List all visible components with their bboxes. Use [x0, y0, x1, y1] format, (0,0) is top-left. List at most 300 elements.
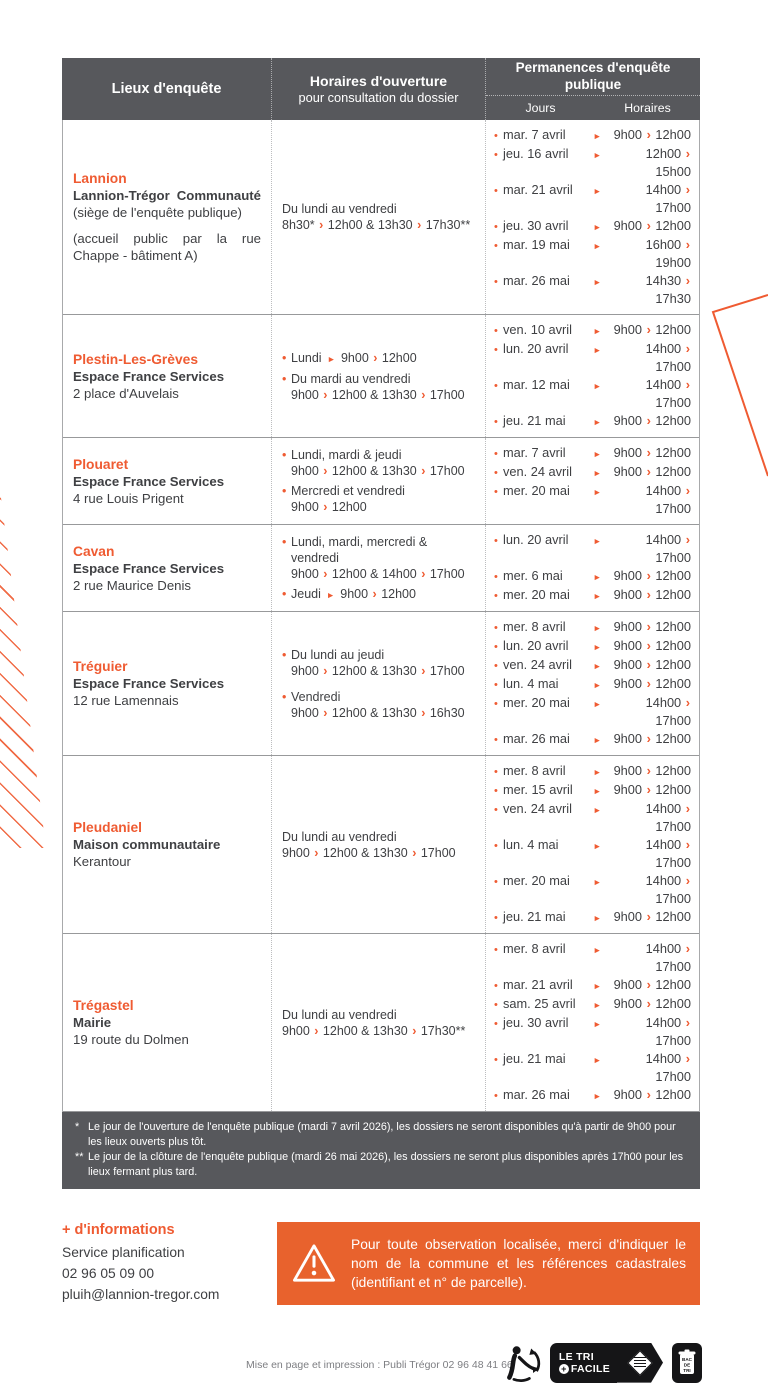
arrow-right-icon: ►	[593, 326, 602, 336]
arrow-right-icon: ►	[593, 877, 602, 887]
permanence-time: 9h00 › 12h00	[613, 909, 691, 924]
opening-hours-cell	[272, 438, 486, 524]
bullet-icon: •	[494, 679, 498, 691]
bullet-icon: •	[494, 912, 498, 924]
hours-lines	[291, 447, 477, 479]
le-tri-facile-text	[550, 1343, 617, 1383]
footnotes-band	[62, 1112, 700, 1189]
location-text: (siège de l'enquête publique)	[73, 205, 242, 220]
bullet-icon: •	[494, 185, 498, 197]
arrow-right-icon: ►	[593, 1019, 602, 1029]
hours-line: Du lundi au vendredi	[282, 829, 397, 844]
permanence-row	[494, 321, 691, 340]
permanence-row	[494, 463, 691, 482]
location-line	[73, 473, 261, 490]
print-credit: Mise en page et impression : Publi Trégor 02 96 48 41 66	[246, 1358, 513, 1371]
permanence-row	[494, 340, 691, 376]
decorative-triangle-right	[708, 288, 768, 488]
opening-hours-cell	[272, 612, 486, 755]
chevron-icon: ›	[323, 464, 328, 478]
permanence-day: jeu. 16 avril	[503, 146, 569, 161]
permanence-time: 9h00 › 12h00	[613, 218, 691, 233]
hours-item	[282, 447, 477, 479]
permanence-day: mer. 8 avril	[503, 619, 566, 634]
chevron-icon: ›	[646, 127, 651, 142]
chevron-icon: ›	[685, 873, 690, 888]
location-name: Trégastel	[73, 998, 134, 1013]
permanence-row	[494, 376, 691, 412]
permanence-day: jeu. 30 avril	[503, 218, 569, 233]
chevron-icon: ›	[412, 845, 417, 860]
hours-lines	[291, 483, 477, 515]
arrow-right-icon: ►	[593, 536, 602, 546]
location-name: Plestin-Les-Grèves	[73, 351, 198, 367]
hours-line: Lundi, mardi, mercredi & vendredi	[291, 534, 428, 565]
permanence-time: 14h00 › 17h00	[645, 483, 691, 516]
permanence-row	[494, 694, 691, 730]
header-jours: Jours	[525, 101, 556, 115]
hours-line: Vendredi	[291, 689, 341, 704]
table-row	[63, 120, 699, 315]
newspaper-icon	[627, 1350, 652, 1375]
chevron-icon: ›	[421, 705, 426, 720]
footnote-1-text: Le jour de l'ouverture de l'enquête publique (mardi 7 avril 2026), les dossiers ne seront disponibles qu'à partir de 9h00 pour les lieux ouverts plus tôt.	[88, 1121, 676, 1148]
location-text: Maison communautaire	[73, 837, 221, 852]
svg-text:TRI: TRI	[683, 1367, 691, 1373]
sorting-bin-icon	[672, 1343, 702, 1383]
chevron-icon: ›	[646, 322, 651, 337]
permanence-time: 9h00 › 12h00	[613, 127, 691, 142]
permanence-time: 9h00 › 12h00	[613, 676, 691, 691]
arrow-right-icon: ►	[593, 623, 602, 633]
bullet-icon: •	[494, 221, 498, 233]
permanences-cell	[486, 612, 699, 755]
bullet-icon: •	[494, 698, 498, 710]
arrow-right-icon: ►	[593, 468, 602, 478]
permanence-row	[494, 444, 691, 463]
sorting-arrow-shape	[617, 1343, 663, 1383]
bullet-icon: •	[494, 641, 498, 653]
hours-lines	[282, 201, 477, 233]
chevron-icon: ›	[685, 1051, 690, 1066]
permanence-time: 9h00 › 12h00	[613, 782, 691, 797]
chevron-icon: ›	[646, 676, 651, 691]
arrow-right-icon: ►	[593, 150, 602, 160]
arrow-right-icon: ►	[593, 591, 602, 601]
arrow-right-icon: ►	[593, 642, 602, 652]
permanence-time: 9h00 › 12h00	[613, 587, 691, 602]
chevron-icon: ›	[421, 566, 426, 581]
permanence-day: lun. 20 avril	[503, 341, 569, 356]
permanence-row	[494, 995, 691, 1014]
table-row	[63, 315, 699, 438]
bullet-icon: •	[282, 534, 287, 549]
bullet-icon: •	[282, 448, 287, 462]
permanence-row	[494, 217, 691, 236]
chevron-icon: ›	[373, 350, 378, 365]
hours-item	[282, 371, 477, 403]
hours-item	[282, 586, 477, 603]
footnote-1	[75, 1120, 687, 1150]
info-service: Service planification	[62, 1244, 185, 1260]
location-line	[73, 1014, 261, 1031]
header-horaires-title: Horaires d'ouverture	[309, 73, 448, 89]
hours-lines	[291, 647, 477, 679]
table-row	[63, 612, 699, 756]
permanence-row	[494, 762, 691, 781]
arrow-right-icon: ►	[593, 186, 602, 196]
permanence-day: mer. 8 avril	[503, 763, 566, 778]
table-row	[63, 525, 699, 612]
permanence-time: 9h00 › 12h00	[613, 619, 691, 634]
bullet-icon: •	[494, 276, 498, 288]
table-body	[62, 120, 700, 1112]
chevron-icon: ›	[685, 146, 690, 161]
permanence-day: lun. 4 mai	[503, 837, 559, 852]
location-line	[73, 368, 261, 385]
hours-item	[282, 647, 477, 679]
hours-item	[282, 689, 477, 721]
permanence-time: 16h00 › 19h00	[645, 237, 691, 270]
opening-hours-cell	[272, 756, 486, 933]
permanence-day: mar. 7 avril	[503, 445, 566, 460]
permanence-row	[494, 940, 691, 976]
location-text: 4 rue Louis Prigent	[73, 490, 184, 506]
info-title: + d'informations	[62, 1221, 175, 1238]
chevron-icon: ›	[646, 977, 651, 992]
chevron-icon: ›	[646, 638, 651, 653]
arrow-right-icon: ►	[593, 699, 602, 709]
header-horaires-col: Horaires	[624, 101, 671, 115]
footnote-1-marker: *	[75, 1121, 80, 1133]
arrow-right-icon: ►	[327, 353, 336, 364]
permanence-row	[494, 412, 691, 431]
location-text: Espace France Services	[73, 473, 225, 489]
permanence-day: ven. 24 avril	[503, 801, 572, 816]
location-text: (accueil public par la rue Chappe - bâtiment A)	[73, 231, 261, 263]
permanence-row	[494, 236, 691, 272]
bullet-icon: •	[282, 484, 287, 498]
hours-lines	[291, 586, 477, 603]
bullet-icon: •	[494, 804, 498, 816]
triman-logo-icon	[503, 1343, 543, 1383]
bullet-icon: •	[494, 785, 498, 797]
arrow-right-icon: ►	[593, 767, 602, 777]
permanence-time: 9h00 › 12h00	[613, 977, 691, 992]
badge-facile-label: FACILE	[570, 1362, 610, 1375]
location-text: 19 route du Dolmen	[73, 1032, 189, 1047]
table-row	[63, 438, 699, 525]
table-row	[63, 934, 699, 1112]
permanence-row	[494, 730, 691, 749]
location-text: Lannion-Trégor Communauté	[73, 188, 261, 203]
arrow-right-icon: ►	[593, 1000, 602, 1010]
permanence-row	[494, 618, 691, 637]
location-line	[73, 385, 261, 402]
location-name: Plouaret	[73, 456, 129, 472]
permanence-time: 14h00 › 17h00	[645, 873, 691, 906]
chevron-icon: ›	[685, 377, 690, 392]
permanence-row	[494, 1050, 691, 1086]
chevron-icon: ›	[685, 273, 690, 288]
chevron-icon: ›	[646, 619, 651, 634]
bullet-icon: •	[494, 766, 498, 778]
permanence-row	[494, 482, 691, 518]
hours-lines	[282, 829, 477, 861]
warning-text: Pour toute observation localisée, merci d'indiquer le nom de la commune et les références cadastrales (identifiant et n° de parcelle).	[351, 1236, 686, 1290]
permanence-day: lun. 20 avril	[503, 638, 569, 653]
footnote-2-marker: **	[75, 1150, 84, 1163]
chevron-icon: ›	[685, 483, 690, 498]
hours-line: 9h00 › 12h00 & 13h30 › 17h00	[282, 845, 456, 860]
arrow-right-icon: ►	[593, 1055, 602, 1065]
permanence-time: 12h00 › 15h00	[645, 146, 691, 179]
permanence-day: ven. 24 avril	[503, 464, 572, 479]
chevron-icon: ›	[646, 657, 651, 672]
permanence-time: 9h00 › 12h00	[613, 657, 691, 672]
location-cell	[63, 525, 272, 611]
hours-line: Du lundi au jeudi	[291, 647, 385, 662]
opening-hours-cell	[272, 934, 486, 1111]
location-name: Tréguier	[73, 659, 128, 674]
bullet-icon: •	[494, 944, 498, 956]
permanence-day: mar. 19 mai	[503, 237, 570, 252]
hours-line: 9h00 › 12h00 & 13h30 › 17h30**	[282, 1023, 466, 1038]
header-lieux: Lieux d'enquête	[62, 58, 272, 120]
bullet-icon: •	[494, 448, 498, 460]
permanences-cell	[486, 934, 699, 1111]
arrow-right-icon: ►	[593, 735, 602, 745]
table-row	[63, 756, 699, 934]
le-tri-facile-badge	[550, 1343, 663, 1383]
location-text: Espace France Services	[73, 560, 225, 576]
bullet-icon: •	[494, 590, 498, 602]
permanence-time: 9h00 › 12h00	[613, 464, 691, 479]
permanence-row	[494, 586, 691, 605]
location-text: 12 rue Lamennais	[73, 693, 179, 708]
permanence-row	[494, 1086, 691, 1105]
permanence-row	[494, 836, 691, 872]
arrow-right-icon: ►	[326, 589, 335, 600]
arrow-right-icon: ►	[593, 131, 602, 141]
permanence-row	[494, 181, 691, 217]
arrow-right-icon: ►	[593, 222, 602, 232]
permanences-cell	[486, 120, 699, 314]
arrow-right-icon: ►	[593, 1091, 602, 1101]
permanence-row	[494, 872, 691, 908]
permanence-day: mer. 8 avril	[503, 941, 566, 956]
page-footer	[0, 1341, 768, 1397]
location-text: Espace France Services	[73, 676, 225, 691]
chevron-icon: ›	[372, 586, 377, 601]
bullet-icon: •	[282, 371, 287, 386]
chevron-icon: ›	[646, 996, 651, 1011]
location-line	[73, 853, 261, 870]
permanence-day: ven. 10 avril	[503, 322, 572, 337]
schedule-table	[62, 58, 700, 1189]
hours-item	[282, 483, 477, 515]
arrow-right-icon: ►	[593, 680, 602, 690]
permanence-day: lun. 4 mai	[503, 676, 559, 691]
hours-lines	[282, 1007, 477, 1039]
permanence-row	[494, 656, 691, 675]
chevron-icon: ›	[646, 782, 651, 797]
location-line	[73, 577, 261, 594]
bullet-icon: •	[494, 999, 498, 1011]
bullet-icon: •	[494, 660, 498, 672]
location-text: Espace France Services	[73, 368, 225, 384]
chevron-icon: ›	[417, 218, 422, 232]
bullet-icon: •	[494, 240, 498, 252]
location-name: Cavan	[73, 543, 115, 559]
location-name: Pleudaniel	[73, 820, 143, 835]
permanence-row	[494, 976, 691, 995]
permanence-row	[494, 1014, 691, 1050]
chevron-icon: ›	[323, 705, 328, 720]
arrow-right-icon: ►	[593, 487, 602, 497]
permanence-time: 9h00 › 12h00	[613, 445, 691, 460]
permanence-day: mar. 21 avril	[503, 182, 573, 197]
permanence-time: 9h00 › 12h00	[613, 322, 691, 337]
chevron-icon: ›	[685, 695, 690, 710]
permanence-time: 14h00 › 17h00	[645, 941, 691, 974]
info-section	[62, 1222, 700, 1305]
decorative-hatch-left	[0, 490, 46, 848]
warning-triangle-icon	[291, 1242, 337, 1284]
location-line	[73, 187, 261, 221]
arrow-right-icon: ►	[593, 945, 602, 955]
location-line	[73, 560, 261, 577]
bullet-icon: •	[494, 1090, 498, 1102]
recycling-logos	[503, 1343, 702, 1383]
chevron-icon: ›	[685, 237, 690, 252]
permanence-day: jeu. 21 mai	[503, 909, 566, 924]
arrow-right-icon: ►	[593, 277, 602, 287]
badge-le-tri-label: LE TRI	[558, 1350, 594, 1363]
hours-line: Lundi, mardi & jeudi	[291, 448, 402, 462]
arrow-right-icon: ►	[593, 981, 602, 991]
permanence-row	[494, 272, 691, 308]
chevron-icon: ›	[685, 341, 690, 356]
chevron-icon: ›	[319, 218, 324, 232]
location-cell	[63, 756, 272, 933]
chevron-icon: ›	[421, 387, 426, 402]
permanence-time: 9h00 › 12h00	[613, 638, 691, 653]
hours-item	[282, 829, 477, 861]
permanence-day: mer. 20 mai	[503, 873, 570, 888]
permanences-cell	[486, 315, 699, 437]
bullet-icon: •	[494, 486, 498, 498]
bac-de-tri-label: BAC	[682, 1356, 692, 1362]
location-text: Kerantour	[73, 854, 131, 869]
chevron-icon: ›	[323, 663, 328, 678]
arrow-right-icon: ►	[593, 381, 602, 391]
permanence-day: mar. 7 avril	[503, 127, 566, 142]
permanence-row	[494, 145, 691, 181]
bullet-icon: •	[494, 325, 498, 337]
permanence-day: mer. 20 mai	[503, 695, 570, 710]
plus-icon: +	[559, 1364, 569, 1374]
bullet-icon: •	[494, 416, 498, 428]
bullet-icon: •	[282, 350, 287, 365]
permanence-day: jeu. 30 avril	[503, 1015, 569, 1030]
permanence-day: mar. 26 mai	[503, 1087, 570, 1102]
permanence-day: sam. 25 avril	[503, 996, 576, 1011]
chevron-icon: ›	[421, 663, 426, 678]
bullet-icon: •	[494, 734, 498, 746]
hours-line: 8h30* › 12h00 & 13h30 › 17h30**	[282, 218, 471, 232]
permanence-time: 9h00 › 12h00	[613, 731, 691, 746]
permanence-day: mar. 26 mai	[503, 731, 570, 746]
svg-text:DE: DE	[683, 1362, 691, 1368]
location-line	[73, 836, 261, 853]
hours-line: 9h00 › 12h00 & 14h00 › 17h00	[291, 566, 465, 581]
permanence-row	[494, 781, 691, 800]
location-line	[73, 230, 261, 264]
permanence-time: 14h00 › 17h00	[645, 532, 691, 565]
bullet-icon: •	[494, 980, 498, 992]
permanence-row	[494, 567, 691, 586]
chevron-icon: ›	[646, 587, 651, 602]
hours-line: Mercredi et vendredi	[291, 484, 405, 498]
bullet-icon: •	[494, 467, 498, 479]
arrow-right-icon: ►	[593, 786, 602, 796]
hours-line: Jeudi ► 9h00 › 12h00	[291, 586, 416, 601]
bullet-icon: •	[494, 130, 498, 142]
permanence-day: mer. 20 mai	[503, 587, 570, 602]
permanence-time: 9h00 › 12h00	[613, 568, 691, 583]
location-cell	[63, 934, 272, 1111]
arrow-right-icon: ►	[593, 417, 602, 427]
chevron-icon: ›	[685, 532, 690, 547]
bullet-icon: •	[282, 689, 287, 704]
chevron-icon: ›	[646, 445, 651, 460]
location-text: 2 rue Maurice Denis	[73, 577, 192, 593]
permanences-cell	[486, 438, 699, 524]
chevron-icon: ›	[685, 1015, 690, 1030]
bullet-icon: •	[494, 380, 498, 392]
bullet-icon: •	[494, 1018, 498, 1030]
hours-line: 9h00 › 12h00 & 13h30 › 17h00	[291, 464, 465, 478]
hours-line: 9h00 › 12h00 & 13h30 › 17h00	[291, 387, 465, 402]
hours-item	[282, 350, 477, 367]
permanence-time: 9h00 › 12h00	[613, 413, 691, 428]
hours-item	[282, 201, 477, 233]
location-name: Lannion	[73, 171, 127, 186]
hours-lines	[291, 534, 477, 582]
permanence-time: 9h00 › 12h00	[613, 996, 691, 1011]
permanence-day: mar. 26 mai	[503, 273, 570, 288]
permanence-day: jeu. 21 mai	[503, 413, 566, 428]
permanence-time: 14h30 › 17h30	[645, 273, 691, 306]
header-horaires-sub: pour consultation du dossier	[298, 90, 459, 105]
chevron-icon: ›	[685, 837, 690, 852]
bullet-icon: •	[282, 647, 287, 662]
arrow-right-icon: ►	[593, 345, 602, 355]
chevron-icon: ›	[646, 464, 651, 479]
chevron-icon: ›	[646, 1087, 651, 1102]
permanences-cell	[486, 756, 699, 933]
permanence-time: 14h00 › 17h00	[645, 1051, 691, 1084]
chevron-icon: ›	[646, 218, 651, 233]
permanence-time: 9h00 › 12h00	[613, 763, 691, 778]
location-cell	[63, 315, 272, 437]
arrow-right-icon: ►	[593, 241, 602, 251]
permanence-day: mer. 6 mai	[503, 568, 563, 583]
warning-box	[277, 1222, 700, 1305]
bullet-icon: •	[494, 622, 498, 634]
permanence-day: jeu. 21 mai	[503, 1051, 566, 1066]
